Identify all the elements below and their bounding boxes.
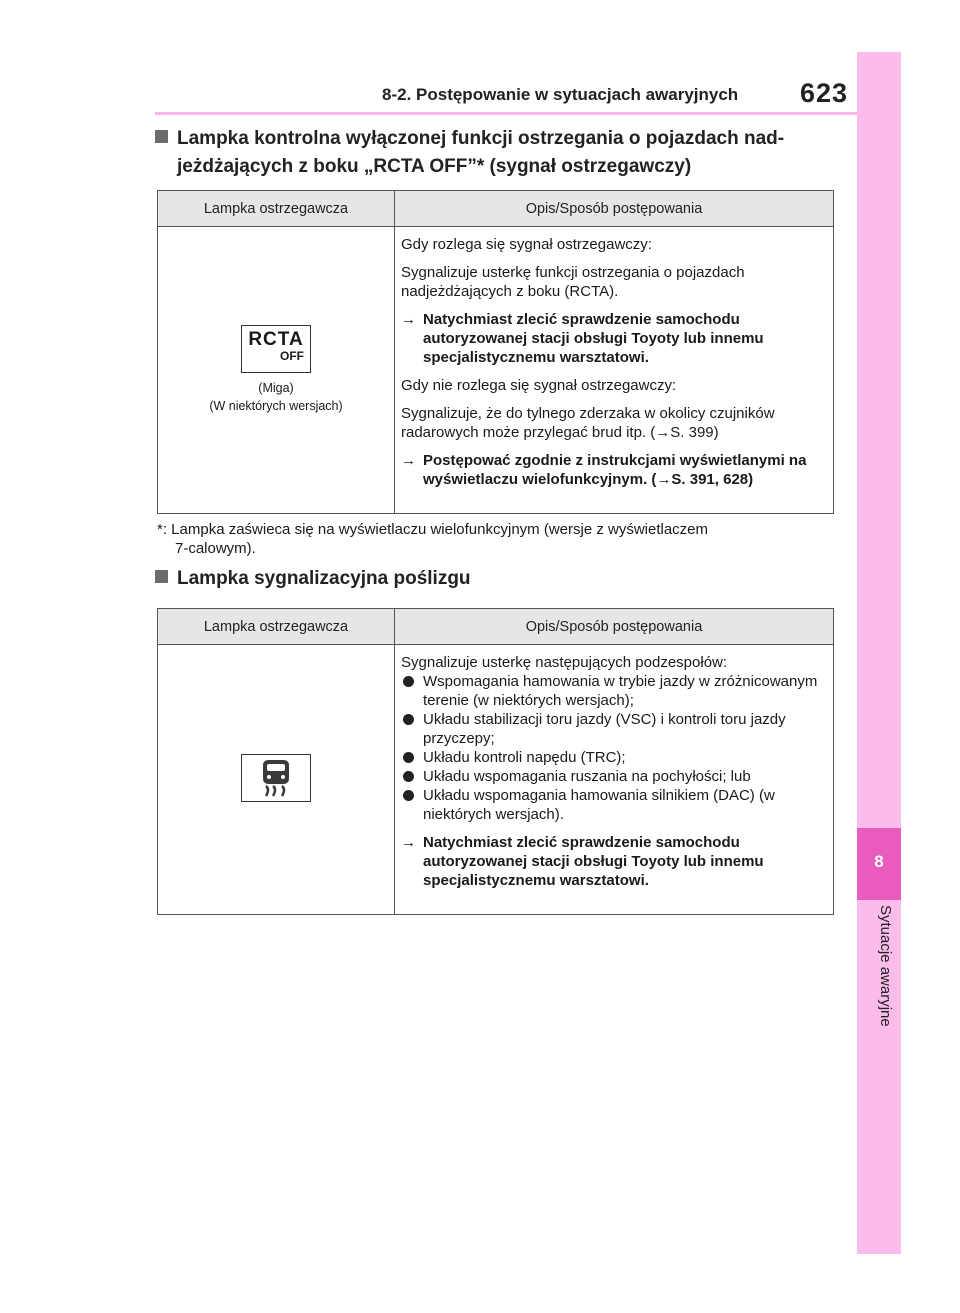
list-item xyxy=(401,710,827,748)
action-text: Natychmiast zlecić sprawdzenie samochodu autoryzowanej stacji obsługi Toyoty lub innemu specjalistycznemu warsztatowi. xyxy=(423,834,764,889)
desc-paragraph: Sygnalizuje usterkę następujących podzespołów: xyxy=(401,654,728,671)
footnote-line: 7-calowym). xyxy=(175,540,256,557)
slip-warning-table xyxy=(157,608,834,915)
arrow-right-icon: → xyxy=(401,834,416,851)
skidding-car-icon xyxy=(242,755,310,801)
page-number: 623 xyxy=(800,78,849,108)
rcta-icon-text: RCTA xyxy=(248,329,304,350)
desc-paragraph: Gdy nie rozlega się sygnał ostrzegawczy: xyxy=(401,377,677,394)
bullet-dot-icon xyxy=(403,752,414,763)
chapter-section-title: 8-2. Postępowanie w sytuacjach awaryjnych xyxy=(382,85,739,104)
rcta-off-icon xyxy=(241,325,311,373)
chapter-label: Sytuacje awaryjne xyxy=(877,905,894,1027)
desc-paragraph: Sygnalizuje, że do tylnego zderzaka w okolicy czujników radarowych może przylegać brud itp. (→S. 399) xyxy=(401,405,775,441)
list-item-text: Układu wspomagania hamowania silnikiem (DAC) (w niektórych wersjach). xyxy=(423,787,775,823)
desc-paragraph: Gdy rozlega się sygnał ostrzegawczy: xyxy=(401,236,652,253)
table-header-description: Opis/Sposób postępowania xyxy=(395,609,834,645)
section-title-line: jeżdżających z boku „RCTA OFF”* (sygnał ostrzegawczy) xyxy=(177,156,692,177)
action-item xyxy=(401,833,827,890)
bullet-dot-icon xyxy=(403,790,414,801)
chapter-number: 8 xyxy=(874,852,884,871)
table-header-description: Opis/Sposób postępowania xyxy=(395,191,834,227)
list-item-text: Układu kontroli napędu (TRC); xyxy=(423,749,626,766)
arrow-right-icon: → xyxy=(401,452,416,469)
rcta-icon-off-text: OFF xyxy=(280,349,304,363)
action-item xyxy=(401,310,827,367)
action-text: Postępować zgodnie z instrukcjami wyświetlanymi na wyświetlaczu wielofunkcyjnym. (→S. 391, 628) xyxy=(423,452,807,488)
bullet-dot-icon xyxy=(403,771,414,782)
footnote xyxy=(157,520,837,558)
square-bullet-icon xyxy=(155,570,168,583)
square-bullet-icon xyxy=(155,130,168,143)
section-title-line: Lampka sygnalizacyjna poślizgu xyxy=(177,568,471,589)
header-divider xyxy=(155,112,857,115)
icon-cell xyxy=(158,645,395,915)
table-header-light: Lampka ostrzegawcza xyxy=(158,191,395,227)
slip-indicator-icon xyxy=(241,754,311,802)
icon-cell xyxy=(158,227,395,514)
icon-caption-versions: (W niektórych wersjach) xyxy=(209,399,343,413)
desc-paragraph: Sygnalizuje usterkę funkcji ostrzegania o pojazdach nadjeżdżających z boku (RCTA). xyxy=(401,264,745,300)
section-title-slip xyxy=(155,565,471,593)
bullet-dot-icon xyxy=(403,714,414,725)
action-text: Natychmiast zlecić sprawdzenie samochodu autoryzowanej stacji obsługi Toyoty lub innemu specjalistycznemu warsztatowi. xyxy=(423,311,764,366)
list-item xyxy=(401,748,827,767)
icon-caption-blink: (Miga) xyxy=(258,381,294,395)
footnote-line: *: Lampka zaświeca się na wyświetlaczu wielofunkcyjnym (wersje z wyświetlaczem xyxy=(157,521,709,538)
description-cell xyxy=(395,645,834,915)
list-item xyxy=(401,767,827,786)
bullet-dot-icon xyxy=(403,676,414,687)
list-item xyxy=(401,672,827,710)
section-title-rcta xyxy=(155,125,784,181)
table-header-light: Lampka ostrzegawcza xyxy=(158,609,395,645)
list-item-text: Układu stabilizacji toru jazdy (VSC) i kontroli toru jazdy przyczepy; xyxy=(423,711,786,747)
description-cell xyxy=(395,227,834,514)
action-item xyxy=(401,451,827,489)
arrow-right-icon: → xyxy=(401,311,416,328)
list-item-text: Wspomagania hamowania w trybie jazdy w zróżnicowanym terenie (w niektórych wersjach); xyxy=(423,673,818,709)
list-item xyxy=(401,786,827,824)
section-title-line: Lampka kontrolna wyłączonej funkcji ostrzegania o pojazdach nad- xyxy=(177,128,785,149)
rcta-warning-table xyxy=(157,190,834,514)
list-item-text: Układu wspomagania ruszania na pochyłości; lub xyxy=(423,768,751,785)
